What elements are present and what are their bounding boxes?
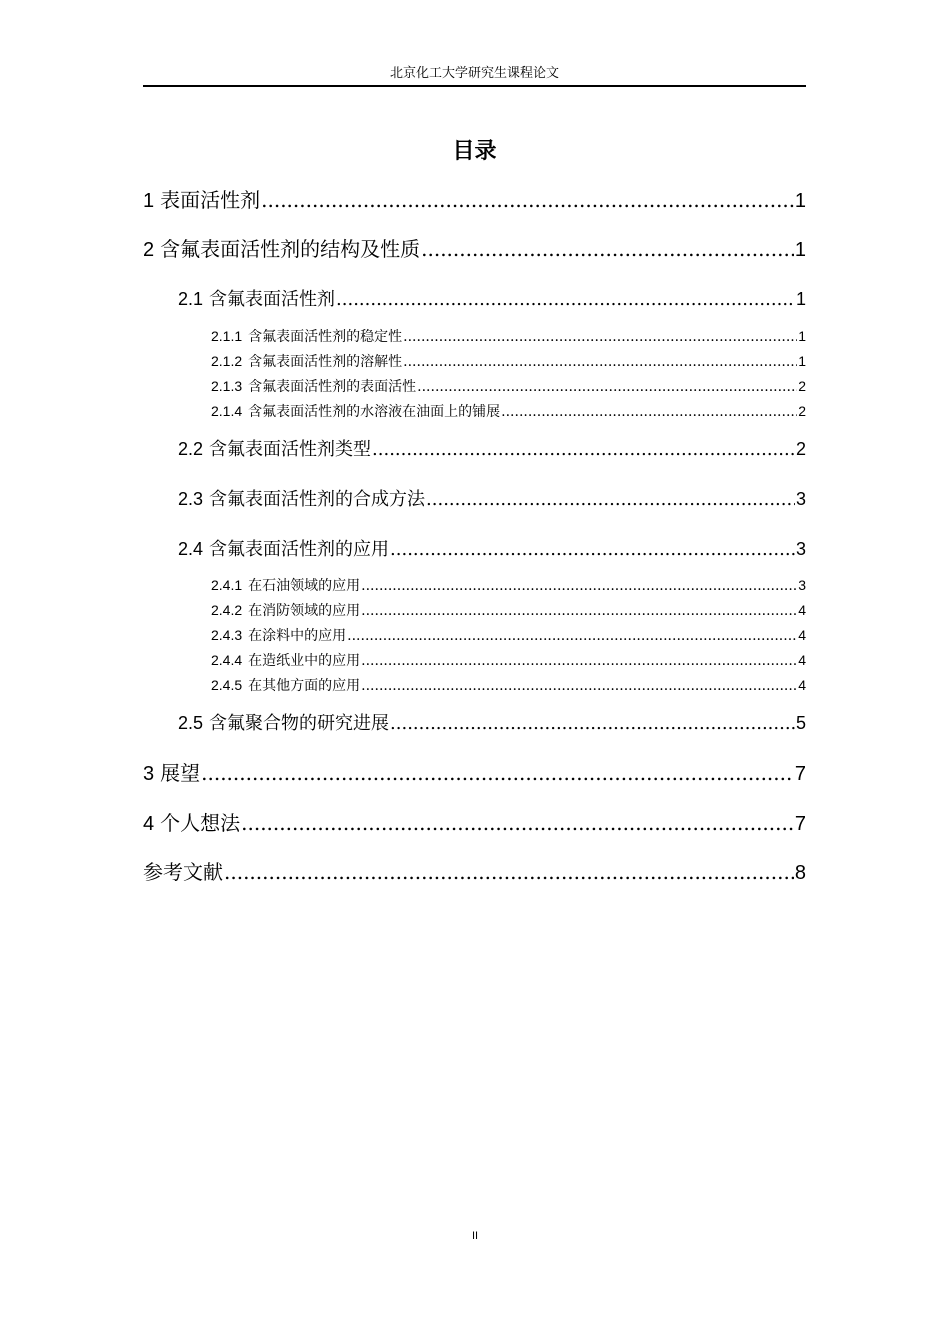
toc-entry-2-4-1[interactable] — [211, 575, 806, 595]
toc-entry-page: 4 — [798, 652, 806, 668]
toc-entry-page: 3 — [795, 489, 806, 509]
toc-entry-title: 在造纸业中的应用 — [248, 653, 361, 669]
toc-entry-2-4-2[interactable] — [211, 600, 806, 620]
toc-entry-title: 在其他方面的应用 — [248, 678, 361, 694]
header-rule — [143, 85, 806, 87]
toc-entry-title: 含氟表面活性剂的稳定性 — [248, 329, 403, 345]
toc-entry-page: 3 — [798, 577, 806, 593]
toc-dot-leader — [403, 327, 797, 346]
toc-entry-page: 3 — [795, 539, 806, 559]
toc-entry-2-2[interactable] — [178, 436, 806, 462]
toc-entry-2-4-4[interactable] — [211, 650, 806, 670]
toc-dot-leader — [224, 858, 794, 886]
toc-dot-leader — [361, 651, 797, 670]
toc-dot-leader — [372, 437, 795, 462]
toc-entry-title: 展望 — [160, 761, 201, 785]
toc-dot-leader — [390, 537, 795, 562]
toc-entry-title: 含氟表面活性剂的合成方法 — [209, 489, 426, 510]
toc-entry-page: 1 — [794, 239, 806, 261]
toc-entry-title: 参考文献 — [143, 860, 223, 884]
toc-entry-title: 在消防领域的应用 — [248, 603, 361, 619]
toc-dot-leader — [347, 626, 797, 645]
toc-entry-number: 2.4 — [178, 539, 204, 559]
toc-entry-2-1-4[interactable] — [211, 401, 806, 421]
toc-entry-page: 2 — [798, 378, 806, 394]
toc-dot-leader — [501, 402, 797, 421]
toc-entry-number: 2.4.1 — [211, 577, 243, 593]
toc-entry-title: 含氟表面活性剂的水溶液在油面上的铺展 — [248, 404, 501, 420]
toc-entry-title: 含氟表面活性剂的表面活性 — [248, 379, 417, 395]
toc-entry-number: 2.5 — [178, 713, 204, 733]
page-number: II — [471, 1230, 479, 1242]
toc-entry-page: 1 — [795, 289, 806, 309]
toc-entry-2-1[interactable] — [178, 286, 806, 312]
toc-dot-leader — [403, 352, 797, 371]
toc-entry-page: 2 — [795, 439, 806, 459]
toc-entry-references[interactable] — [143, 858, 806, 886]
toc-entry-page: 7 — [794, 813, 806, 835]
toc-entry-number: 2.4.3 — [211, 627, 243, 643]
toc-entry-title: 含氟表面活性剂类型 — [209, 439, 372, 460]
toc-entry-number: 2.1 — [178, 289, 204, 309]
toc-dot-leader — [241, 809, 794, 837]
toc-entry-2-1-2[interactable] — [211, 351, 806, 371]
toc-entry-2-4-3[interactable] — [211, 625, 806, 645]
toc-entry-number: 2.1.4 — [211, 403, 243, 419]
toc-entry-title: 在石油领域的应用 — [248, 578, 361, 594]
toc-dot-leader — [336, 287, 795, 312]
toc-entry-2[interactable] — [143, 235, 806, 263]
toc-entry-number: 2.2 — [178, 439, 204, 459]
toc-dot-leader — [201, 759, 794, 787]
toc-entry-4[interactable] — [143, 809, 806, 837]
toc-entry-2-3[interactable] — [178, 486, 806, 512]
toc-entry-title: 含氟聚合物的研究进展 — [209, 713, 390, 734]
toc-entry-2-4[interactable] — [178, 536, 806, 562]
toc-entry-2-1-1[interactable] — [211, 326, 806, 346]
toc-dot-leader — [421, 235, 794, 263]
toc-entry-page: 5 — [795, 713, 806, 733]
toc-entry-title: 含氟表面活性剂的应用 — [209, 539, 390, 560]
toc-dot-leader — [390, 711, 795, 736]
toc-entry-page: 1 — [794, 190, 806, 212]
toc-dot-leader — [261, 186, 794, 214]
toc-dot-leader — [426, 487, 795, 512]
toc-dot-leader — [361, 676, 797, 695]
toc-entry-page: 2 — [798, 403, 806, 419]
toc-entry-number: 2.1.1 — [211, 328, 243, 344]
toc-entry-title: 表面活性剂 — [160, 188, 261, 212]
toc-dot-leader — [361, 601, 797, 620]
toc-entry-number: 2.1.2 — [211, 353, 243, 369]
toc-entry-page: 4 — [798, 602, 806, 618]
toc-entry-number: 2.3 — [178, 489, 204, 509]
toc-entry-title: 在涂料中的应用 — [248, 628, 347, 644]
toc-entry-number: 2.4.4 — [211, 652, 243, 668]
toc-entry-number: 4 — [143, 813, 155, 835]
toc-entry-page: 1 — [798, 353, 806, 369]
toc-entry-number: 3 — [143, 763, 155, 785]
toc-entry-1[interactable] — [143, 186, 806, 214]
toc-entry-number: 2.4.2 — [211, 602, 243, 618]
toc-entry-number: 2 — [143, 239, 155, 261]
toc-entry-page: 4 — [798, 677, 806, 693]
toc-entry-3[interactable] — [143, 759, 806, 787]
toc-entry-title: 含氟表面活性剂 — [209, 289, 336, 310]
toc-entry-number: 2.1.3 — [211, 378, 243, 394]
toc-entry-2-4-5[interactable] — [211, 675, 806, 695]
toc-entry-title: 含氟表面活性剂的结构及性质 — [160, 237, 421, 261]
toc-title: 目录 — [452, 139, 497, 164]
toc-entry-title: 含氟表面活性剂的溶解性 — [248, 354, 403, 370]
page-header: 北京化工大学研究生课程论文 — [389, 66, 559, 81]
toc-entry-title: 个人想法 — [160, 811, 241, 835]
toc-entry-page: 4 — [798, 627, 806, 643]
toc-entry-2-1-3[interactable] — [211, 376, 806, 396]
toc-entry-page: 1 — [798, 328, 806, 344]
toc-dot-leader — [361, 576, 797, 595]
toc-entry-number: 1 — [143, 190, 155, 212]
toc-entry-2-5[interactable] — [178, 710, 806, 736]
toc-dot-leader — [417, 377, 797, 396]
toc-entry-number: 2.4.5 — [211, 677, 243, 693]
toc-entry-page: 8 — [794, 862, 806, 884]
toc-entry-page: 7 — [794, 763, 806, 785]
